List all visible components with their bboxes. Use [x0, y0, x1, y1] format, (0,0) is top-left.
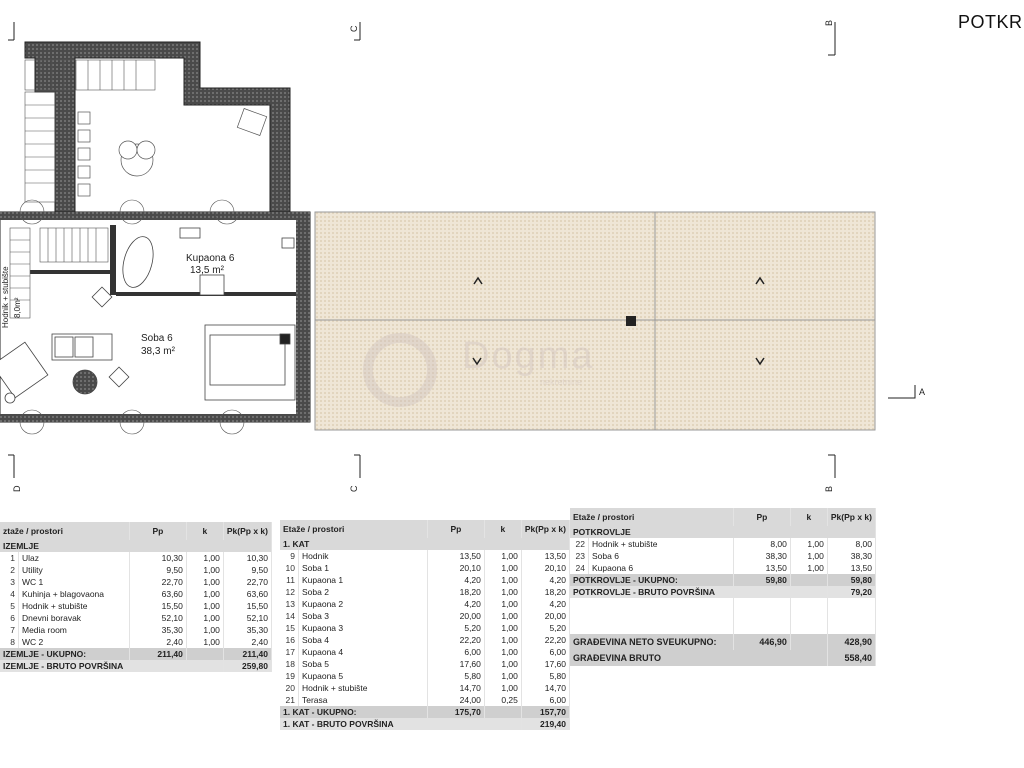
- row-label: Hodnik + stubište: [589, 538, 734, 550]
- row-label: Kuhinja + blagovaona: [19, 588, 130, 600]
- row-label: Kupaona 3: [299, 622, 428, 634]
- row-k: 1,00: [484, 646, 521, 658]
- table-row: [0, 600, 272, 612]
- table-cell: [790, 598, 827, 610]
- row-pp: 4,20: [427, 574, 484, 586]
- row-number: 20: [280, 682, 299, 694]
- row-number: 23: [570, 550, 589, 562]
- table-header: [0, 522, 272, 540]
- row-k: 1,00: [186, 612, 223, 624]
- table-cell: [570, 610, 733, 622]
- table-cell: 428,90: [827, 634, 875, 650]
- table-row: [280, 646, 570, 658]
- table-cell: [733, 610, 790, 622]
- table-cell: POTKROVLJE - BRUTO POVRŠINA: [570, 586, 827, 598]
- table-cell: [790, 622, 827, 634]
- table-row: [280, 622, 570, 634]
- table-row: [280, 610, 570, 622]
- row-number: 6: [0, 612, 19, 624]
- section-label-b-bottom: B: [824, 485, 834, 492]
- table-cell: Etaže / prostori: [280, 520, 427, 538]
- row-k: 1,00: [484, 562, 521, 574]
- table-row: [280, 670, 570, 682]
- row-pp: 5,80: [427, 670, 484, 682]
- table-cell: [827, 610, 875, 622]
- col-k: k: [186, 522, 223, 540]
- row-pk: 63,60: [223, 588, 271, 600]
- row-pp: 15,50: [129, 600, 186, 612]
- row-pk: 52,10: [223, 612, 271, 624]
- row-k: 1,00: [484, 550, 521, 562]
- row-k: 1,00: [484, 574, 521, 586]
- table-cell: [733, 598, 790, 610]
- row-k: 1,00: [484, 586, 521, 598]
- table-cell: GRAĐEVINA BRUTO: [570, 650, 827, 666]
- table-cell: k: [790, 508, 827, 526]
- row-k: 1,00: [186, 624, 223, 636]
- table-cell: k: [484, 520, 521, 538]
- grad-bruto-row: [570, 650, 876, 666]
- table-cell: [827, 622, 875, 634]
- row-pk: 5,80: [521, 670, 569, 682]
- section-title: IZEMLJE: [0, 540, 272, 552]
- section-label-c-top: C: [349, 25, 359, 32]
- row-k: 1,00: [484, 610, 521, 622]
- table-cell: [570, 598, 876, 610]
- row-number: 10: [280, 562, 299, 574]
- row-k: 1,00: [186, 552, 223, 564]
- row-label: Ulaz: [19, 552, 130, 564]
- total-row: [0, 648, 272, 660]
- table-cell: 211,40: [223, 648, 271, 660]
- table-cell: Pk(Pp x k): [521, 520, 569, 538]
- row-pp: 52,10: [129, 612, 186, 624]
- table-row: [280, 586, 570, 598]
- table-row: [280, 562, 570, 574]
- section-label-b-top: B: [824, 19, 834, 26]
- table-cell: 1. KAT - UKUPNO:: [280, 706, 427, 718]
- section-label-d-bottom: D: [12, 485, 22, 492]
- row-pk: 4,20: [521, 598, 569, 610]
- terrace-furniture: [78, 108, 267, 196]
- row-pk: 13,50: [827, 562, 875, 574]
- row-k: 1,00: [484, 658, 521, 670]
- table-row: [570, 562, 876, 574]
- table-cell: [570, 526, 876, 538]
- table-row: [280, 682, 570, 694]
- row-label: Soba 3: [299, 610, 428, 622]
- row-label: Hodnik + stubište: [299, 682, 428, 694]
- row-label: Kupaona 5: [299, 670, 428, 682]
- row-number: 1: [0, 552, 19, 564]
- row-pp: 63,60: [129, 588, 186, 600]
- row-k: 1,00: [790, 562, 827, 574]
- row-label: Kupaona 1: [299, 574, 428, 586]
- watermark-subtext: nekretnine: [540, 377, 583, 387]
- row-pk: 5,20: [521, 622, 569, 634]
- row-pk: 38,30: [827, 550, 875, 562]
- row-pp: 13,50: [733, 562, 790, 574]
- row-number: 4: [0, 588, 19, 600]
- row-number: 21: [280, 694, 299, 706]
- room-labels: [1, 253, 235, 357]
- room-area-soba6: 38,3 m²: [141, 346, 175, 357]
- row-pk: 6,00: [521, 646, 569, 658]
- row-pk: 2,40: [223, 636, 271, 648]
- table-row: [0, 588, 272, 600]
- total-row: [280, 706, 570, 718]
- row-number: 7: [0, 624, 19, 636]
- table-cell: [790, 610, 827, 622]
- table-cell: 59,80: [827, 574, 875, 586]
- row-pp: 17,60: [427, 658, 484, 670]
- area-table-first-floor: [280, 520, 570, 730]
- area-table-ground: [0, 522, 272, 672]
- row-pk: 20,10: [521, 562, 569, 574]
- table-row: [280, 634, 570, 646]
- table-row: [570, 538, 876, 550]
- table-cell: 219,40: [521, 718, 569, 730]
- table-cell: POTKROVLJE - UKUPNO:: [570, 574, 733, 586]
- table-cell: 558,40: [827, 650, 875, 666]
- total-row: [570, 574, 876, 586]
- table-cell: Pp: [427, 520, 484, 538]
- row-number: 5: [0, 600, 19, 612]
- row-pp: 38,30: [733, 550, 790, 562]
- table-row: [0, 636, 272, 648]
- row-k: 1,00: [186, 600, 223, 612]
- row-k: 1,00: [186, 636, 223, 648]
- row-pp: 18,20: [427, 586, 484, 598]
- table-header: [570, 508, 876, 526]
- room-label-hodnik: Hodnik + stubište: [1, 266, 10, 328]
- row-label: Media room: [19, 624, 130, 636]
- table-cell: GRAĐEVINA NETO SVEUKUPNO:: [570, 634, 733, 650]
- row-number: 22: [570, 538, 589, 550]
- table-cell: Etaže / prostori: [570, 508, 733, 526]
- row-label: Kupaona 6: [589, 562, 734, 574]
- table-cell: [790, 634, 827, 650]
- row-pk: 9,50: [223, 564, 271, 576]
- row-pp: 4,20: [427, 598, 484, 610]
- table-row: [570, 550, 876, 562]
- table-cell: [790, 574, 827, 586]
- table-cell: Pp: [733, 508, 790, 526]
- row-k: 1,00: [186, 576, 223, 588]
- bruto-row: [0, 660, 272, 672]
- row-pp: 2,40: [129, 636, 186, 648]
- row-pk: 35,30: [223, 624, 271, 636]
- table-cell: 259,80: [223, 660, 271, 672]
- row-pk: 6,00: [521, 694, 569, 706]
- table-cell: 1. KAT: [280, 538, 570, 550]
- section-label-a: A: [919, 387, 926, 397]
- row-label: Soba 5: [299, 658, 428, 670]
- row-label: WC 1: [19, 576, 130, 588]
- row-pp: 22,70: [129, 576, 186, 588]
- row-k: 0,25: [484, 694, 521, 706]
- row-label: Soba 4: [299, 634, 428, 646]
- row-pk: 10,30: [223, 552, 271, 564]
- table-cell: [733, 622, 790, 634]
- room-area-hodnik: 8,0m²: [13, 297, 22, 318]
- row-number: 17: [280, 646, 299, 658]
- table-cell: [484, 706, 521, 718]
- table-row: [0, 624, 272, 636]
- table-cell: [280, 538, 570, 550]
- neto-total-row: [570, 634, 876, 650]
- table-row: [0, 564, 272, 576]
- table-cell: IZEMLJE - BRUTO POVRŠINA: [0, 660, 223, 672]
- row-pk: 18,20: [521, 586, 569, 598]
- row-pp: 24,00: [427, 694, 484, 706]
- row-number: 8: [0, 636, 19, 648]
- room-area-kupaona6: 13,5 m²: [190, 265, 224, 276]
- table-cell: Pk(Pp x k): [827, 508, 875, 526]
- row-label: Hodnik + stubište: [19, 600, 130, 612]
- row-number: 16: [280, 634, 299, 646]
- table-row: [0, 612, 272, 624]
- room-label-soba6: Soba 6: [141, 333, 173, 344]
- row-label: Utility: [19, 564, 130, 576]
- row-pp: 20,00: [427, 610, 484, 622]
- row-number: 12: [280, 586, 299, 598]
- row-k: 1,00: [484, 682, 521, 694]
- row-pp: 6,00: [427, 646, 484, 658]
- table-header: [280, 520, 570, 538]
- table-row: [280, 694, 570, 706]
- row-pk: 20,00: [521, 610, 569, 622]
- col-pk: Pk(Pp x k): [223, 522, 271, 540]
- row-k: 1,00: [790, 538, 827, 550]
- row-pp: 8,00: [733, 538, 790, 550]
- row-number: 15: [280, 622, 299, 634]
- row-label: Soba 2: [299, 586, 428, 598]
- table-cell: 79,20: [827, 586, 875, 598]
- table-row: [280, 550, 570, 562]
- table-cell: 446,90: [733, 634, 790, 650]
- row-pk: 17,60: [521, 658, 569, 670]
- table-row: [280, 574, 570, 586]
- table-cell: 211,40: [129, 648, 186, 660]
- table-cell: [570, 622, 876, 634]
- table-row: [280, 658, 570, 670]
- table-row: [0, 576, 272, 588]
- row-pk: 4,20: [521, 574, 569, 586]
- row-pp: 20,10: [427, 562, 484, 574]
- table-cell: 1. KAT - BRUTO POVRŠINA: [280, 718, 521, 730]
- row-k: 1,00: [484, 670, 521, 682]
- table-cell: POTKROVLJE: [570, 526, 876, 538]
- row-number: 13: [280, 598, 299, 610]
- table-row: [0, 552, 272, 564]
- row-pp: 9,50: [129, 564, 186, 576]
- row-label: Kupaona 2: [299, 598, 428, 610]
- row-label: WC 2: [19, 636, 130, 648]
- row-number: 18: [280, 658, 299, 670]
- table-cell: 175,70: [427, 706, 484, 718]
- row-k: 1,00: [186, 564, 223, 576]
- area-table-attic: [570, 508, 876, 666]
- row-label: Hodnik: [299, 550, 428, 562]
- watermark-text: Dogma: [462, 335, 595, 377]
- col-rooms: ztaže / prostori: [0, 522, 129, 540]
- row-label: Kupaona 4: [299, 646, 428, 658]
- row-label: Terasa: [299, 694, 428, 706]
- row-pk: 13,50: [521, 550, 569, 562]
- row-pk: 8,00: [827, 538, 875, 550]
- row-pk: 15,50: [223, 600, 271, 612]
- table-row: [280, 598, 570, 610]
- room-label-kupaona6: Kupaona 6: [186, 253, 235, 264]
- row-pp: 10,30: [129, 552, 186, 564]
- row-number: 24: [570, 562, 589, 574]
- row-number: 19: [280, 670, 299, 682]
- table-cell: [186, 648, 223, 660]
- row-label: Soba 1: [299, 562, 428, 574]
- table-cell: [570, 598, 733, 610]
- row-k: 1,00: [484, 622, 521, 634]
- row-label: Dnevni boravak: [19, 612, 130, 624]
- row-k: 1,00: [186, 588, 223, 600]
- table-cell: IZEMLJE - UKUPNO:: [0, 648, 129, 660]
- sheet-title: POTKR: [958, 12, 1023, 32]
- table-cell: [0, 540, 272, 552]
- row-pp: 22,20: [427, 634, 484, 646]
- row-number: 9: [280, 550, 299, 562]
- row-label: Soba 6: [589, 550, 734, 562]
- row-pk: 22,70: [223, 576, 271, 588]
- bruto-row: [570, 586, 876, 598]
- row-k: 1,00: [790, 550, 827, 562]
- row-number: 11: [280, 574, 299, 586]
- row-number: 14: [280, 610, 299, 622]
- table-cell: [570, 622, 733, 634]
- row-pp: 14,70: [427, 682, 484, 694]
- row-pp: 13,50: [427, 550, 484, 562]
- row-pk: 22,20: [521, 634, 569, 646]
- table-cell: 157,70: [521, 706, 569, 718]
- row-pk: 14,70: [521, 682, 569, 694]
- row-k: 1,00: [484, 634, 521, 646]
- table-cell: [570, 610, 876, 622]
- col-pp: Pp: [129, 522, 186, 540]
- row-number: 2: [0, 564, 19, 576]
- row-number: 3: [0, 576, 19, 588]
- row-pp: 35,30: [129, 624, 186, 636]
- table-cell: 59,80: [733, 574, 790, 586]
- row-k: 1,00: [484, 598, 521, 610]
- section-label-c-bottom: C: [349, 485, 359, 492]
- table-cell: [827, 598, 875, 610]
- row-pp: 5,20: [427, 622, 484, 634]
- bruto-row: [280, 718, 570, 730]
